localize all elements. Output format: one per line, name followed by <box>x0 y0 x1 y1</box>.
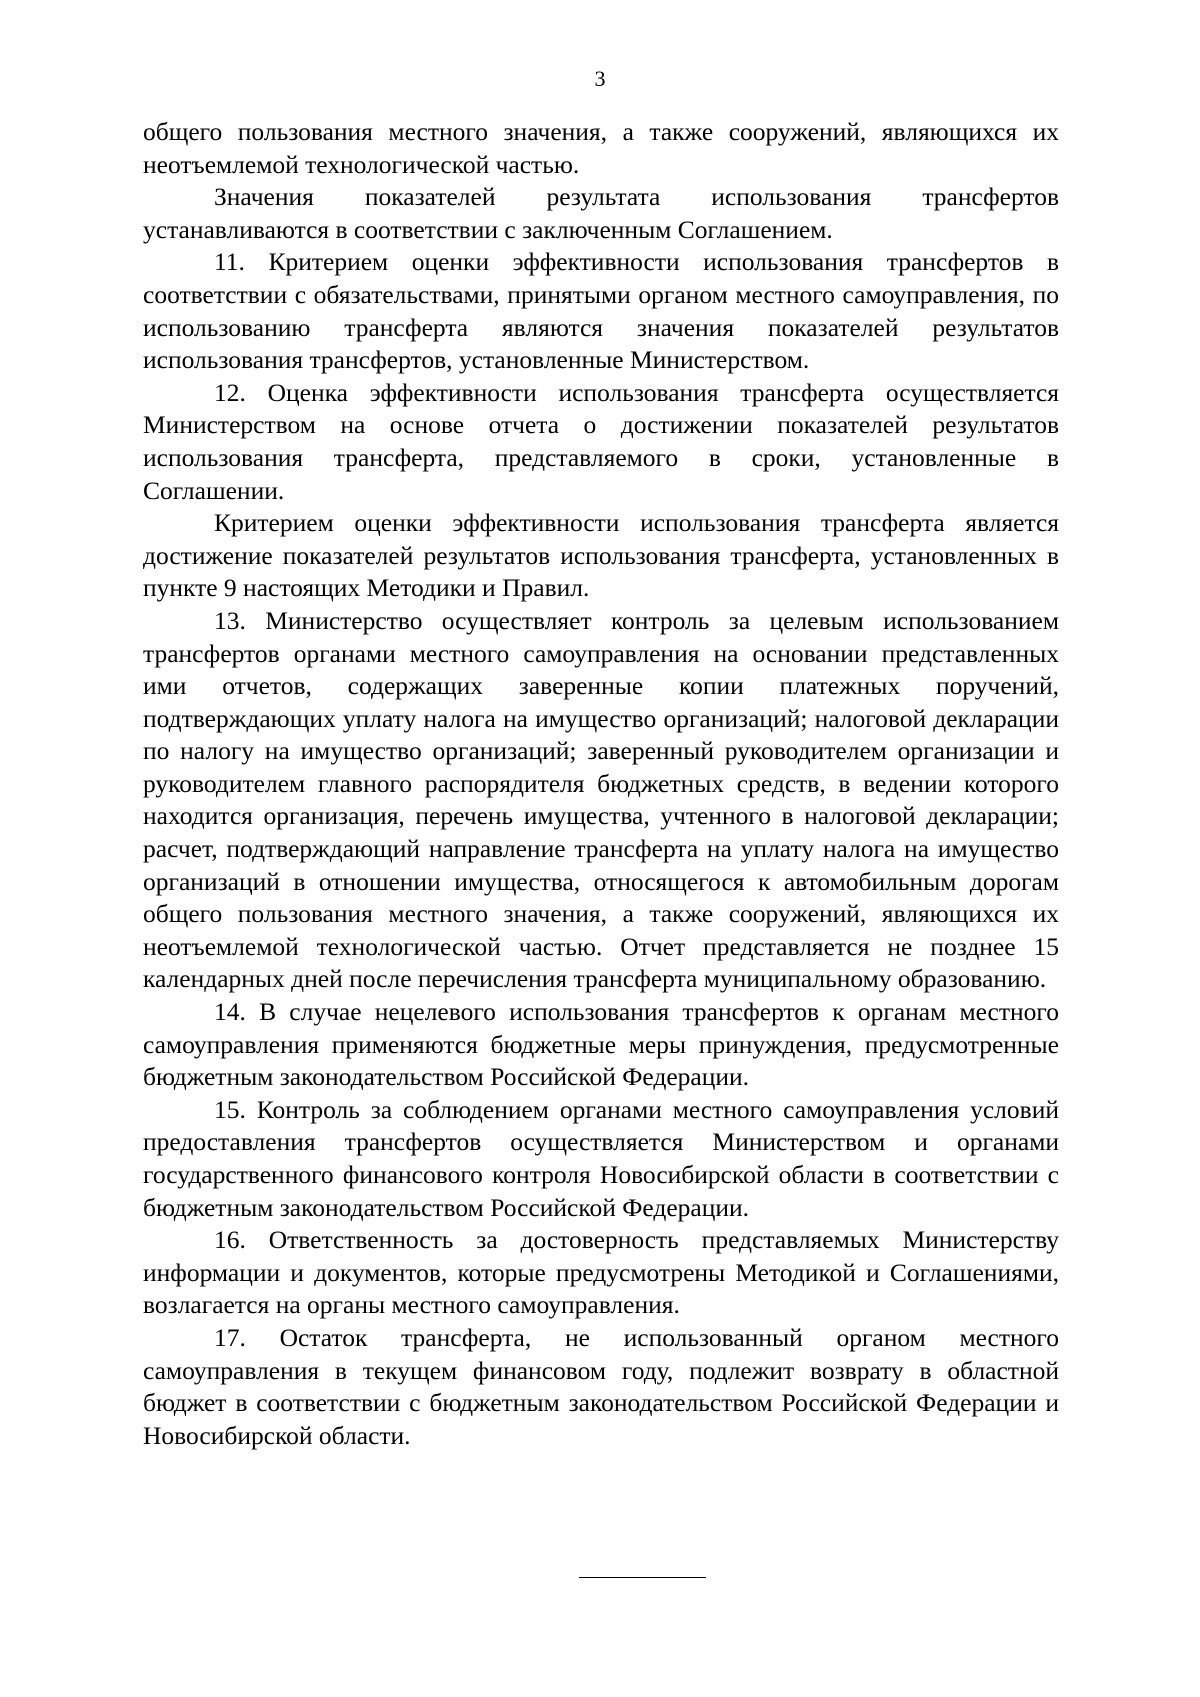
paragraph-continuation: общего пользования местного значения, а также сооружений, являющихся их неотъемлемой технологической частью. <box>143 117 1059 179</box>
document-body <box>143 116 1059 1452</box>
paragraph-item-12: 12. Оценка эффективности использования трансферта осуществляется Министерством на основе отчета о достижении показателей результатов использования трансферта, представляемого в сроки, установленные в Соглашении. <box>143 377 1059 505</box>
paragraph-item-17: 17. Остаток трансферта, не использованный органом местного самоуправления в текущем финансовом году, подлежит возврату в областной бюджет в соответствии с бюджетным законодательством Российской Федерации и Новосибирской области. <box>143 1322 1059 1450</box>
paragraph-item-14: 14. В случае нецелевого использования трансфертов к органам местного самоуправления применяются бюджетные меры принуждения, предусмотренные бюджетным законодательством Российской Федерации. <box>143 997 1059 1092</box>
paragraph-indicator-values: Значения показателей результата использования трансфертов устанавливаются в соответствии с заключенным Соглашением. <box>143 182 1059 244</box>
paragraph-item-13: 13. Министерство осуществляет контроль за целевым использованием трансфертов органами местного самоуправления на основании представленных ими отчетов, содержащих заверенные копии платежных поручений, подтверждающих уплату налога на имущество организаций; налоговой декларации по налогу на имущество организаций; заверенный руководителем организации и руководителем главного распорядителя бюджетных средств, в ведении которого находится организация, перечень имущества, учтенного в налоговой декларации; расчет, подтверждающий направление трансферта на уплату налога на имущество организаций в отношении имущества, относящегося к автомобильным дорогам общего пользования местного значения, а также сооружений, являющихся их неотъемлемой технологической частью. Отчет представляется не позднее 15 календарных дней после перечисления трансферта муниципальному образованию. <box>143 605 1059 994</box>
paragraph-item-15: 15. Контроль за соблюдением органами местного самоуправления условий предоставления трансфертов осуществляется Министерством и органами государственного финансового контроля Новосибирской области в соответствии с бюджетным законодательством Российской Федерации. <box>143 1094 1059 1222</box>
end-of-document-line <box>579 1577 706 1578</box>
paragraph-item-16: 16. Ответственность за достоверность представляемых Министерству информации и документов, которые предусмотрены Методикой и Соглашениями, возлагается на органы местного самоуправления. <box>143 1225 1059 1320</box>
paragraph-item-11: 11. Критерием оценки эффективности использования трансфертов в соответствии с обязательствами, принятыми органом местного самоуправления, по использованию трансферта являются значения показателей результатов использования трансфертов, установленные Министерством. <box>143 247 1059 375</box>
page-number: 3 <box>594 66 606 91</box>
paragraph-efficiency-criterion: Критерием оценки эффективности использования трансферта является достижение показателей результатов использования трансферта, установленных в пункте 9 настоящих Методики и Правил. <box>143 508 1059 603</box>
